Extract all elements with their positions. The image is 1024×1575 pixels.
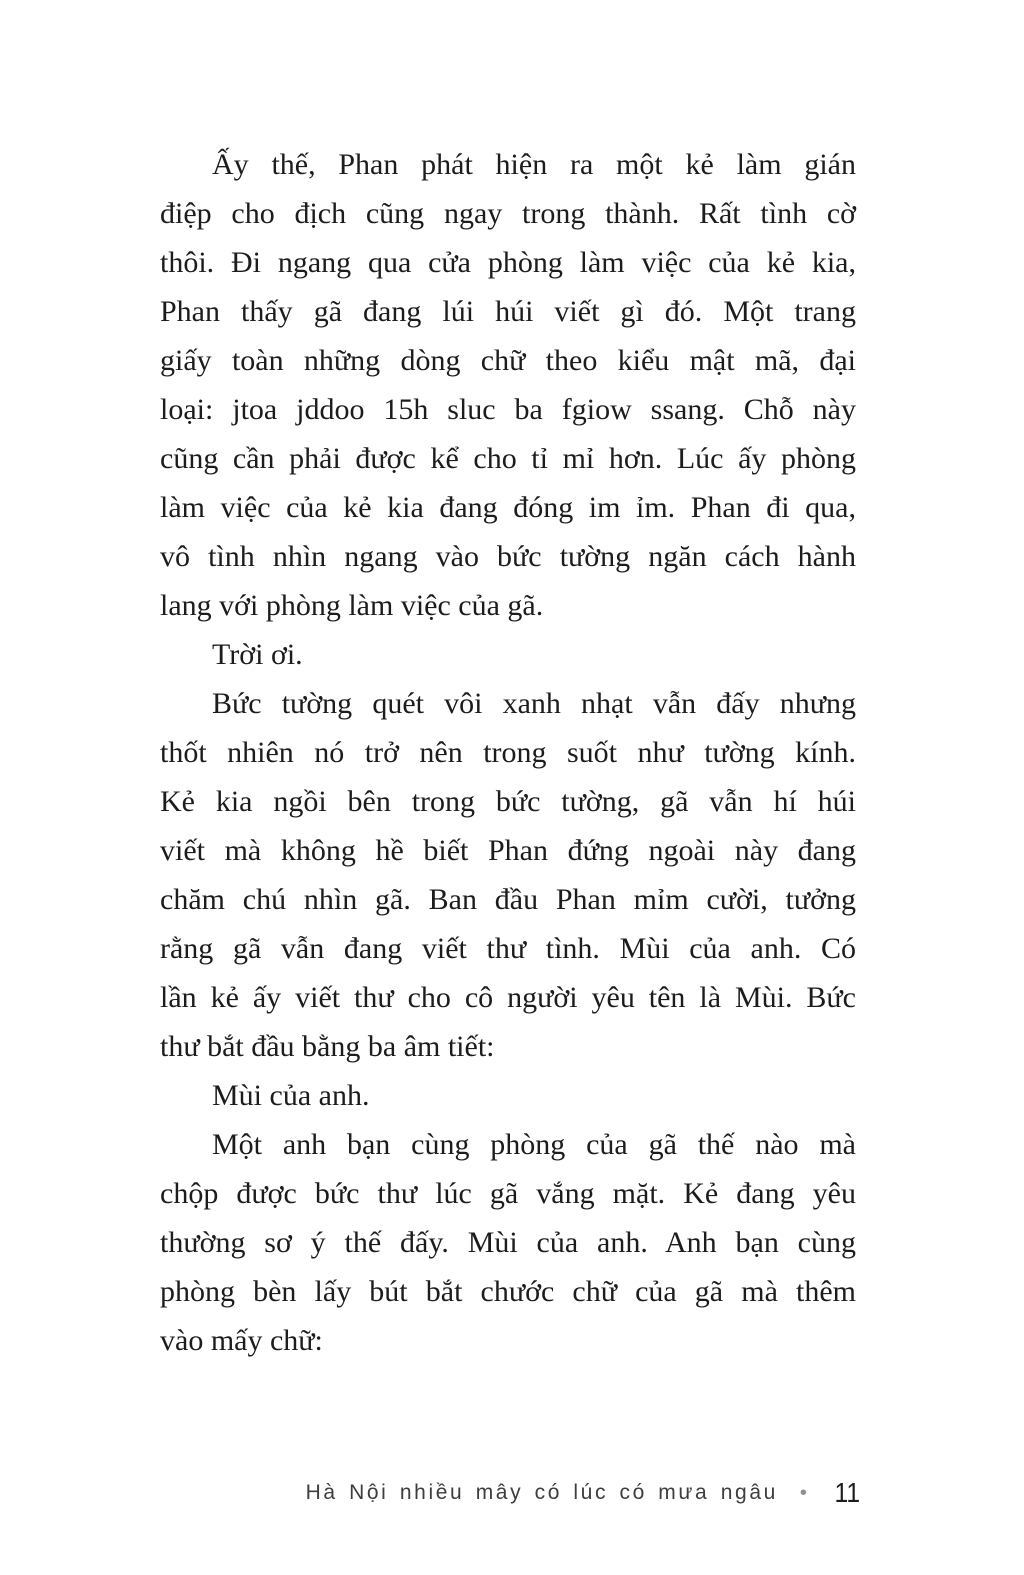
text-line: làm việc của kẻ kia đang đóng im ỉm. Phan đi qua, — [160, 491, 856, 524]
running-title: Hà Nội nhiều mây có lúc có mưa ngâu — [305, 1481, 778, 1504]
text-line: vô tình nhìn ngang vào bức tường ngăn cách hành — [160, 540, 856, 573]
text-line: lang với phòng làm việc của gã. — [160, 589, 544, 622]
text-line: Phan thấy gã đang lúi húi viết gì đó. Một trang — [160, 295, 856, 328]
text-line: Một anh bạn cùng phòng của gã thế nào mà — [212, 1128, 856, 1161]
text-line: giấy toàn những dòng chữ theo kiểu mật mã, đại — [160, 344, 856, 377]
text-line: chộp được bức thư lúc gã vắng mặt. Kẻ đang yêu — [160, 1177, 856, 1210]
text-line: Trời ơi. — [212, 638, 303, 671]
text-line: lần kẻ ấy viết thư cho cô người yêu tên là Mùi. Bức — [160, 981, 856, 1014]
text-line: thường sơ ý thế đấy. Mùi của anh. Anh bạn cùng — [160, 1226, 856, 1259]
body-text — [160, 140, 856, 1365]
page-number: 11 — [834, 1477, 860, 1508]
text-line: thư bắt đầu bằng ba âm tiết: — [160, 1030, 495, 1063]
text-line: Kẻ kia ngồi bên trong bức tường, gã vẫn hí húi — [160, 785, 856, 818]
text-line: điệp cho địch cũng ngay trong thành. Rất tình cờ — [160, 197, 856, 230]
text-line: viết mà không hề biết Phan đứng ngoài này đang — [160, 834, 856, 867]
text-line: Bức tường quét vôi xanh nhạt vẫn đấy nhưng — [212, 687, 856, 720]
text-line: rằng gã vẫn đang viết thư tình. Mùi của anh. Có — [160, 932, 856, 965]
page-footer — [160, 1468, 860, 1518]
text-line: Mùi của anh. — [212, 1079, 370, 1112]
text-line: vào mấy chữ: — [160, 1324, 323, 1357]
text-line: thốt nhiên nó trở nên trong suốt như tường kính. — [160, 736, 856, 769]
bullet-separator-icon: • — [799, 1482, 807, 1504]
text-line: phòng bèn lấy bút bắt chước chữ của gã mà thêm — [160, 1275, 856, 1308]
text-line: chăm chú nhìn gã. Ban đầu Phan mỉm cười, tưởng — [160, 883, 856, 916]
text-line: cũng cần phải được kể cho tỉ mỉ hơn. Lúc ấy phòng — [160, 442, 856, 475]
text-line: Ấy thế, Phan phát hiện ra một kẻ làm gián — [212, 148, 856, 181]
text-line: thôi. Đi ngang qua cửa phòng làm việc của kẻ kia, — [160, 246, 856, 279]
text-line: loại: jtoa jddoo 15h sluc ba fgiow ssang. Chỗ này — [160, 393, 856, 426]
